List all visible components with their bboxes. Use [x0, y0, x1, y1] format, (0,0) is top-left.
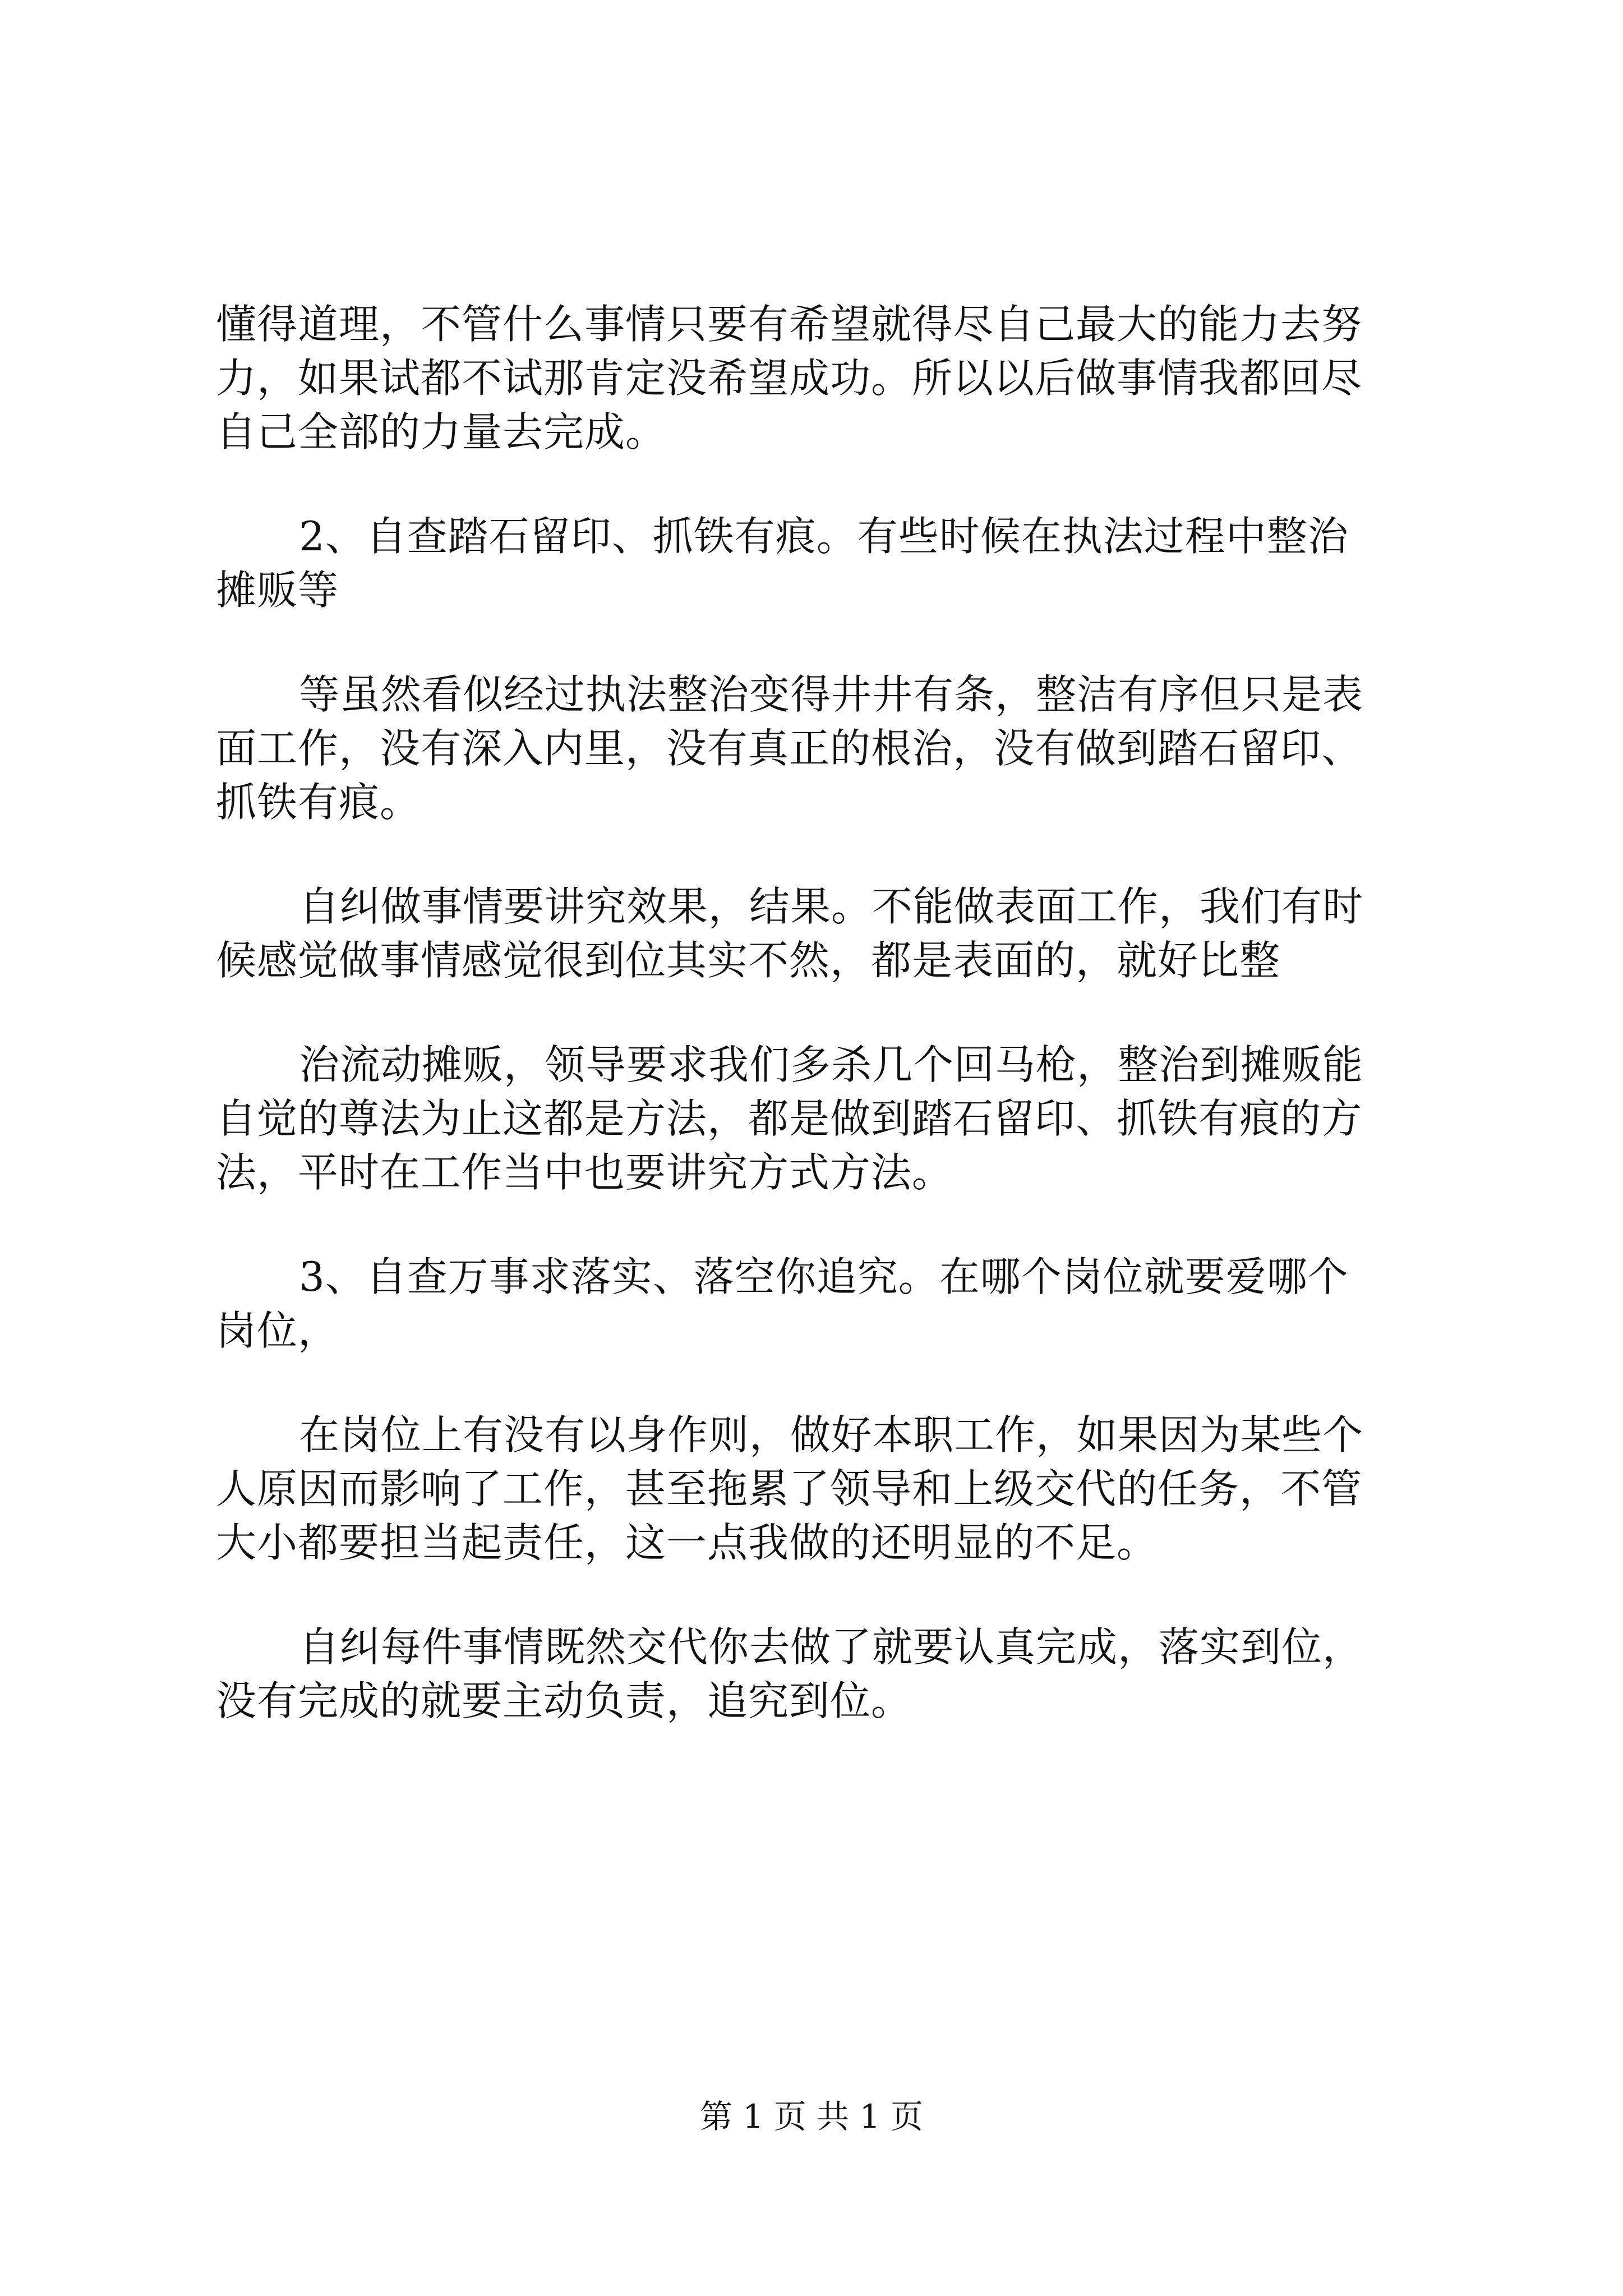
text-line: 在岗位上有没有以身作则，做好本职工作，如果因为某些个: [299, 1411, 1364, 1458]
text-line: 自纠每件事情既然交代你去做了就要认真完成，落实到位，: [299, 1623, 1364, 1671]
page-footer: 第 1 页 共 1 页: [700, 2097, 923, 2136]
text-line: 自己全部的力量去完成。: [216, 408, 667, 455]
text-line: 等虽然看似经过执法整治变得井井有条，整洁有序但只是表: [299, 671, 1364, 718]
text-line: 3、自查万事求落实、落空你追究。在哪个岗位就要爱哪个: [299, 1253, 1349, 1300]
text-line: 力，如果试都不试那肯定没希望成功。所以以后做事情我都回尽: [216, 355, 1363, 402]
text-line: 懂得道理，不管什么事情只要有希望就得尽自己最大的能力去努: [216, 301, 1363, 348]
text-line: 抓铁有痕。: [216, 779, 421, 826]
text-line: 没有完成的就要主动负责，追究到位。: [216, 1677, 912, 1724]
text-line: 候感觉做事情感觉很到位其实不然，都是表面的，就好比整: [216, 937, 1281, 984]
text-line: 人原因而影响了工作，甚至拖累了领导和上级交代的任务，不管: [216, 1465, 1363, 1512]
text-line: 法，平时在工作当中也要讲究方式方法。: [216, 1149, 953, 1196]
text-line: 治流动摊贩，领导要求我们多杀几个回马枪，整治到摊贩能: [299, 1041, 1364, 1088]
text-line: 岗位，: [216, 1307, 339, 1354]
text-line: 面工作，没有深入内里，没有真正的根治，没有做到踏石留印、: [216, 725, 1363, 772]
text-line: 摊贩等: [216, 567, 339, 614]
text-line: 大小都要担当起责任，这一点我做的还明显的不足。: [216, 1519, 1158, 1566]
text-line: 自觉的尊法为止这都是方法，都是做到踏石留印、抓铁有痕的方: [216, 1095, 1363, 1142]
text-line: 2、自查踏石留印、抓铁有痕。有些时候在执法过程中整治: [299, 513, 1349, 560]
document-body: [216, 297, 1438, 1728]
text-line: 自纠做事情要讲究效果，结果。不能做表面工作，我们有时: [299, 883, 1364, 930]
